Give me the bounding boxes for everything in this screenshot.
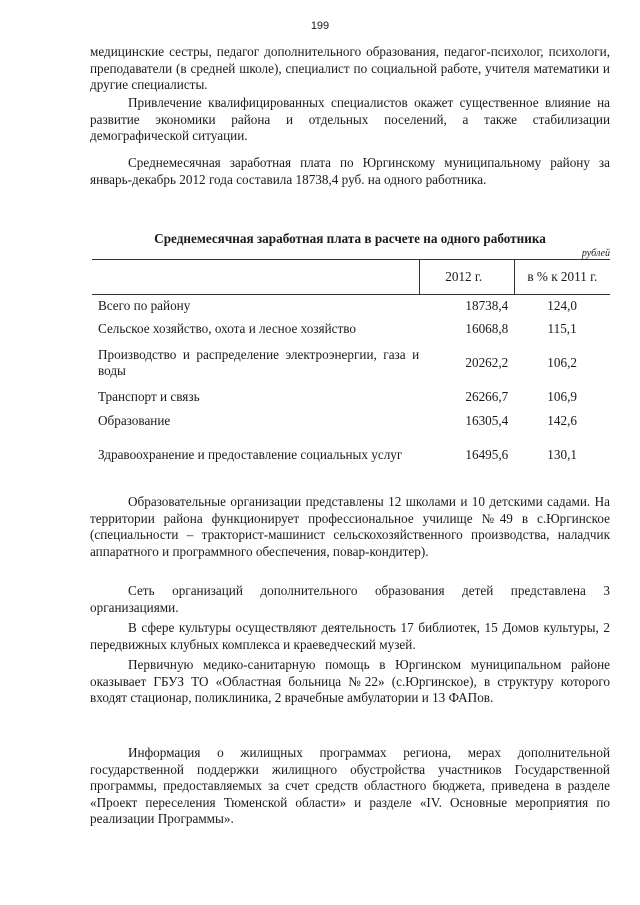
table-row bbox=[92, 295, 610, 318]
table-row bbox=[92, 433, 610, 477]
header-empty-cell bbox=[92, 260, 419, 295]
paragraph-education: Образовательные организации представлены 12 школами и 10 детскими садами. На территории района функционирует профессиональное училище №49 в с.Юргинское (специальности – тракторист-машинист сельскохозяйственного производства, наладчик аппаратного и программного обеспечения, повар-кондитер). bbox=[90, 494, 610, 559]
table-row bbox=[92, 410, 610, 433]
row-name: Сельское хозяйство, охота и лесное хозяйство bbox=[98, 321, 357, 336]
paragraph-qualified-specialists: Привлечение квалифицированных специалистов окажет существенное влияние на развитие экономики района и отдельных поселений, а также стабилизации демографической ситуации. bbox=[90, 95, 610, 143]
table-row bbox=[92, 341, 610, 385]
page-number: 199 bbox=[310, 20, 330, 32]
header-year: 2012 г. bbox=[419, 260, 514, 295]
row-value: 26266,7 bbox=[465, 389, 509, 404]
paragraph-culture: В сфере культуры осуществляют деятельность 17 библиотек, 15 Домов культуры, 2 передвижных клубных комплекса и краеведческий музей. bbox=[90, 620, 610, 652]
row-name: Транспорт и связь bbox=[98, 389, 200, 404]
table-title: Среднемесячная заработная плата в расчете на одного работника bbox=[154, 231, 546, 246]
row-name: Всего по району bbox=[98, 298, 191, 314]
row-value: 16495,6 bbox=[465, 446, 509, 462]
row-value: 16305,4 bbox=[465, 413, 509, 428]
row-percent: 142,6 bbox=[547, 413, 577, 428]
header-percent: в % к 2011 г. bbox=[514, 260, 610, 295]
table-header-row bbox=[92, 260, 610, 295]
paragraph-additional-education: Сеть организаций дополнительного образования детей представлена 3 организациями. bbox=[90, 583, 610, 615]
table-row bbox=[92, 385, 610, 410]
row-value: 16068,8 bbox=[465, 321, 509, 336]
paragraph-average-salary: Среднемесячная заработная плата по Юргинскому муниципальному району за январь-декабрь 2012 года составила 18738,4 руб. на одного работника. bbox=[90, 155, 610, 187]
row-name: Здравоохранение и предоставление социальных услуг bbox=[98, 446, 403, 462]
paragraph-housing-programs: Информация о жилищных программах региона, мерах дополнительной государственной поддержки жилищного обустройства участников Государственной программы, предоставляемых за счет средств областного бюджета, приведена в разделе «Проект переселения Тюменской области» и разделе «IV. Основные мероприятия по реализации Программы». bbox=[90, 745, 610, 826]
row-value: 18738,4 bbox=[465, 298, 509, 314]
salary-table bbox=[92, 259, 610, 477]
row-percent: 106,9 bbox=[547, 389, 577, 404]
row-name: Производство и распределение электроэнергии, газа и воды bbox=[98, 346, 420, 378]
paragraph-healthcare: Первичную медико-санитарную помощь в Юргинском муниципальном районе оказывает ГБУЗ ТО «Областная больница №22» (с.Юргинское), в структуру которого входят стационар, поликлиника, 2 врачебные амбулатории и 13 ФАПов. bbox=[90, 657, 610, 705]
paragraph-specialists: медицинские сестры, педагог дополнительного образования, педагог-психолог, психологи, преподаватели (в средней школе), специалист по социальной работе, учителя математики и другие специалисты. bbox=[90, 44, 610, 92]
table-row bbox=[92, 318, 610, 341]
row-value: 20262,2 bbox=[465, 354, 509, 370]
row-percent: 124,0 bbox=[547, 298, 577, 314]
row-percent: 115,1 bbox=[547, 321, 577, 336]
table-units: рублей bbox=[581, 248, 610, 259]
row-percent: 106,2 bbox=[547, 354, 577, 370]
row-name: Образование bbox=[98, 413, 171, 428]
row-percent: 130,1 bbox=[547, 446, 577, 462]
